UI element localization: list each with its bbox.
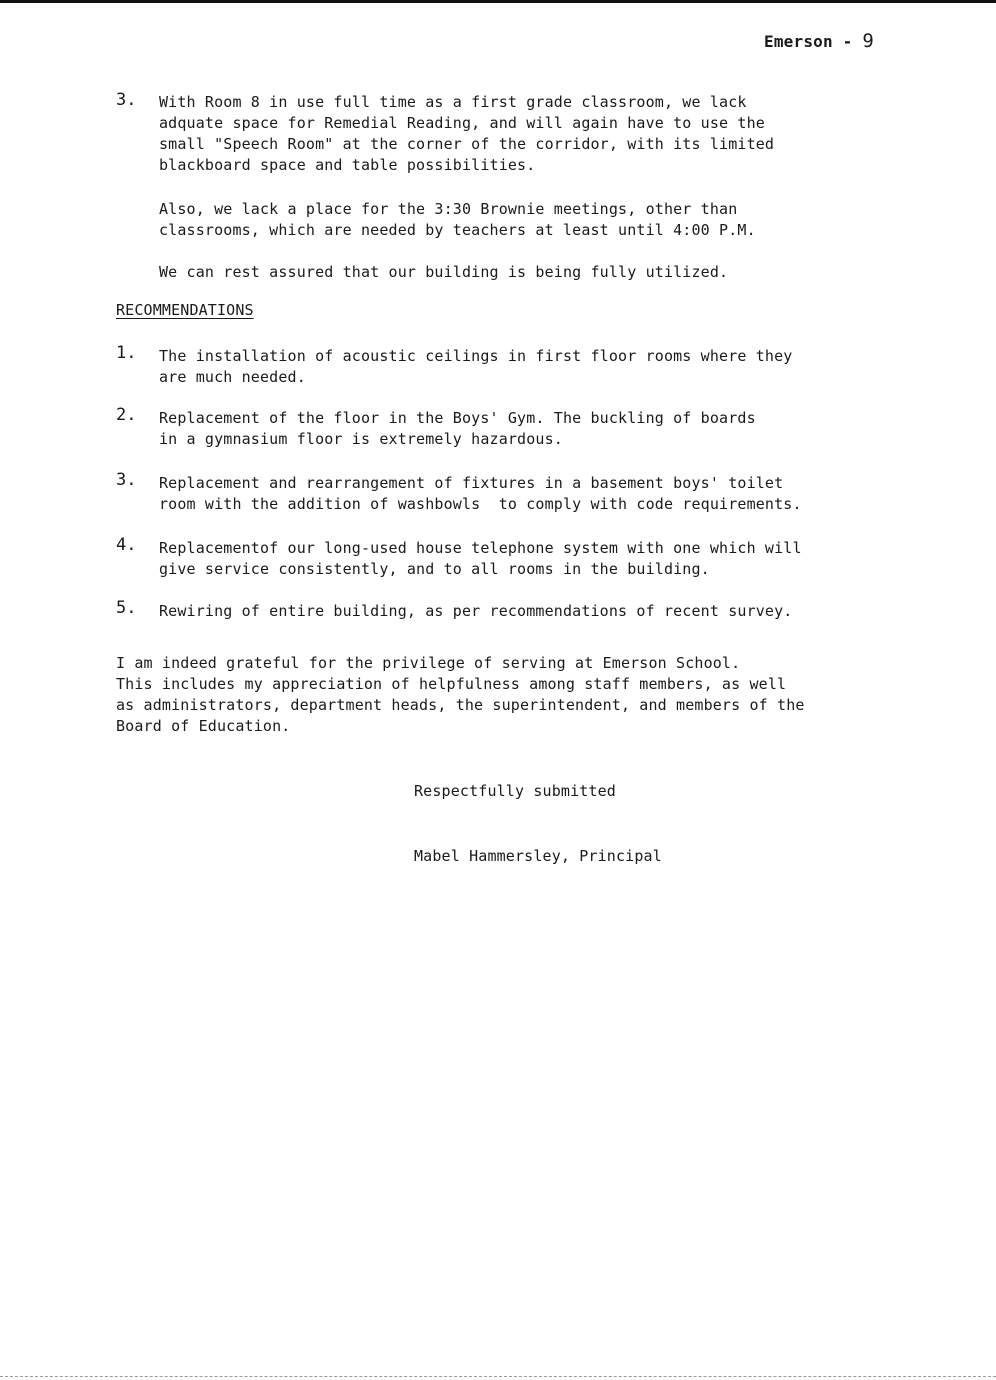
recommendation-line: in a gymnasium floor is extremely hazardous. bbox=[159, 430, 563, 448]
paragraph-line: blackboard space and table possibilities. bbox=[159, 156, 536, 174]
page-bottom-edge bbox=[0, 1376, 996, 1378]
paragraph-line: This includes my appreciation of helpfulness among staff members, as well bbox=[116, 675, 787, 693]
recommendation-line: room with the addition of washbowls to comply with code requirements. bbox=[159, 495, 802, 513]
paragraph-line: Board of Education. bbox=[116, 717, 291, 735]
header-label: Emerson - bbox=[764, 32, 853, 51]
recommendation-line: give service consistently, and to all rooms in the building. bbox=[159, 560, 710, 578]
section-heading: RECOMMENDATIONS bbox=[116, 301, 254, 319]
recommendation-line: Replacementof our long-used house telephone system with one which will bbox=[159, 539, 802, 557]
item-number: 2. bbox=[116, 405, 137, 425]
paragraph-line: as administrators, department heads, the superintendent, and members of the bbox=[116, 696, 805, 714]
page-header bbox=[764, 30, 874, 52]
paragraph-line: Also, we lack a place for the 3:30 Brownie meetings, other than bbox=[159, 200, 738, 218]
item-number: 3. bbox=[116, 470, 137, 490]
signer-name: Mabel Hammersley, Principal bbox=[414, 847, 662, 865]
page-number: 9 bbox=[862, 30, 874, 52]
recommendation-line: Replacement and rearrangement of fixtures in a basement boys' toilet bbox=[159, 474, 784, 492]
recommendation-line: are much needed. bbox=[159, 368, 306, 386]
paragraph-line: We can rest assured that our building is being fully utilized. bbox=[159, 263, 729, 281]
recommendation-line: Replacement of the floor in the Boys' Gym. The buckling of boards bbox=[159, 409, 756, 427]
paragraph-line: I am indeed grateful for the privilege of serving at Emerson School. bbox=[116, 654, 741, 672]
paragraph-line: adquate space for Remedial Reading, and will again have to use the bbox=[159, 114, 765, 132]
item-number: 5. bbox=[116, 598, 137, 618]
item-number: 1. bbox=[116, 343, 137, 363]
paragraph-line: small "Speech Room" at the corner of the corridor, with its limited bbox=[159, 135, 775, 153]
item-number: 3. bbox=[116, 90, 137, 110]
recommendation-line: Rewiring of entire building, as per recommendations of recent survey. bbox=[159, 602, 793, 620]
paragraph-line: classrooms, which are needed by teachers at least until 4:00 P.M. bbox=[159, 221, 756, 239]
recommendation-line: The installation of acoustic ceilings in first floor rooms where they bbox=[159, 347, 793, 365]
item-number: 4. bbox=[116, 535, 137, 555]
page-top-edge bbox=[0, 0, 996, 3]
closing-salutation: Respectfully submitted bbox=[414, 782, 616, 800]
paragraph-line: With Room 8 in use full time as a first grade classroom, we lack bbox=[159, 93, 747, 111]
